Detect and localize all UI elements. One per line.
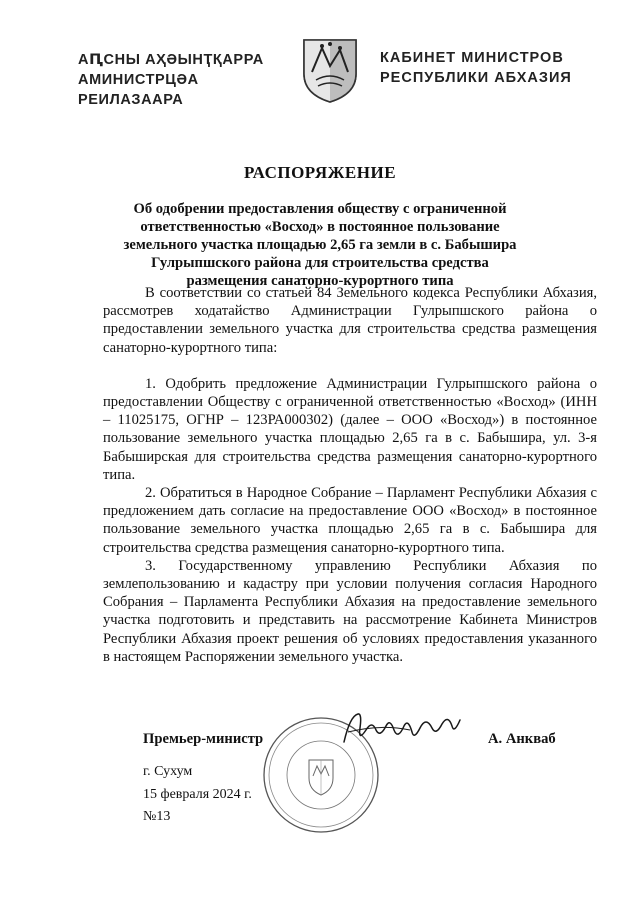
document-subject: Об одобрении предоставления обществу с ограниченной ответственностью «Восход» в постоянное пользование земельного участка площадью 2,65 га земли в с. Бабышира Гулрыпшского района для строительства средства размещения санаторно-курортного типа <box>123 201 517 289</box>
signer-position: Премьер-министр <box>143 731 264 747</box>
signer-name: А. Анкваб <box>488 731 556 747</box>
handwritten-signature <box>340 708 465 750</box>
document-number: №13 <box>143 809 171 824</box>
document-title: РАСПОРЯЖЕНИЕ <box>243 163 397 182</box>
document-place: г. Сухум <box>143 764 193 779</box>
header-left <box>78 50 288 110</box>
abkhazia-emblem-icon <box>300 36 360 104</box>
item-3-paragraph: 3. Государственному управлению Республики Абхазия по землепользованию и кадастру при условии получения согласия Народного Собрания – Парламента Республики Абхазия на предоставление земельного участка подготовить и представить на рассмотрение Кабинета Министров Республики Абхазия проект решения об условиях предоставления указанного в настоящем Распоряжении земельного участка. <box>103 557 597 665</box>
item-2-paragraph: 2. Обратиться в Народное Собрание – Парламент Республики Абхазия с предложением дать согласие на предоставление ООО «Восход» в постоянное пользование земельного участка площадью 2,65 га в с. Бабышира для строительства средства размещения санаторно-курортного типа. <box>103 485 597 556</box>
document-body <box>103 284 597 666</box>
document-date: 15 февраля 2024 г. <box>143 786 252 802</box>
header-right <box>380 48 600 88</box>
header-right-line1: КАБИНЕТ МИНИСТРОВ <box>380 50 564 66</box>
header-right-line2: РЕСПУБЛИКИ АБХАЗИЯ <box>380 70 572 86</box>
preamble-paragraph: В соответствии со статьей 84 Земельного кодекса Республики Абхазия, рассмотрев ходатайство Администрации Гулрыпшского района о предоставлении земельного участка для строительства средства размещения санаторно-курортного типа: <box>103 285 597 356</box>
header-left-line1: АԤСНЫ АҲӘЫНҬҚАРРА <box>78 52 264 68</box>
document-footer <box>143 761 252 829</box>
header-left-line2: АМИНИСТРЦӘА РЕИЛАЗААРА <box>78 72 199 108</box>
item-1-paragraph: 1. Одобрить предложение Администрации Гулрыпшского района о предоставлении Обществу с ограниченной ответственностью «Восход» (ИНН – 11025175, ОГНР – 123РА000302) (далее – ООО «Восход») в постоянное пользование земельного участка площадью 2,65 га в с. Бабышира, ул. 3-я Бабыширская для строительства средства размещения санаторно-курортного типа. <box>103 375 597 483</box>
